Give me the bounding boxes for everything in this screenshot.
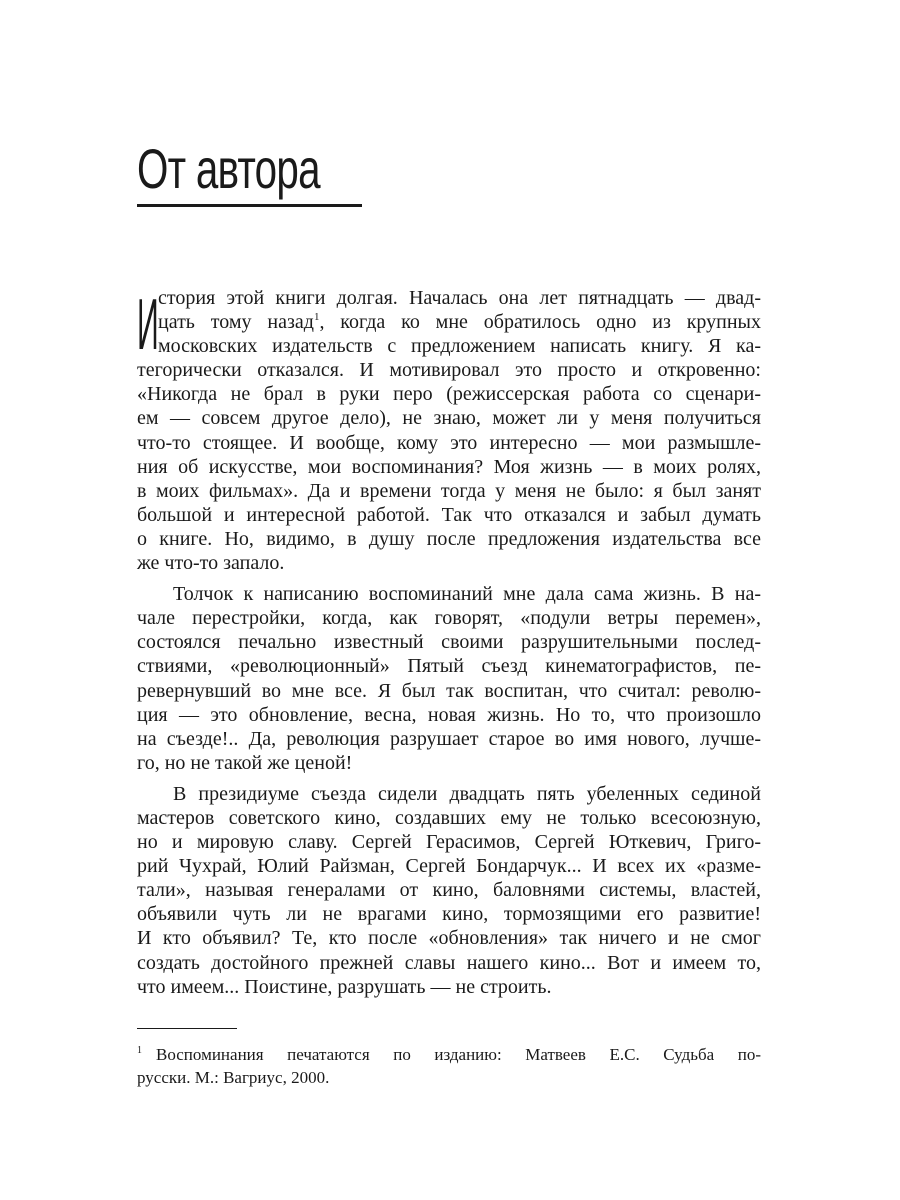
- chapter-title-block: [137, 138, 362, 207]
- paragraph-line: рий Чухрай, Юлий Райзман, Сергей Бондарчук... И всех их «разме-: [137, 855, 761, 878]
- paragraph-line: о книге. Но, видимо, в душу после предложения издательства все: [137, 527, 761, 550]
- footnote-line: русски. М.: Вагриус, 2000.: [137, 1067, 330, 1087]
- chapter-title: От автора: [137, 137, 320, 200]
- footnote: [137, 1040, 761, 1089]
- paragraph-line: «Никогда не брал в руки перо (режиссерская работа со сценари-: [137, 383, 761, 406]
- paragraph-line: большой и интересной работой. Так что отказался и забыл думать: [137, 503, 761, 526]
- paragraph-line: В президиуме съезда сидели двадцать пять убеленных сединой: [173, 782, 761, 805]
- paragraph-line: И кто объявил? Те, кто после «обновления» так ничего и не смог: [137, 927, 761, 950]
- paragraph-line: И стория этой книги долгая. Началась она лет пятнадцать — двад-: [137, 285, 761, 365]
- footnote-reference[interactable]: 1: [313, 311, 320, 324]
- paragraph-line: го, но не такой же ценой!: [137, 751, 353, 774]
- paragraph-line: состоялся печально известный своими разрушительными послед-: [137, 631, 761, 654]
- footnote-divider: [137, 1028, 237, 1029]
- paragraph-line: же что-то запало.: [137, 552, 285, 575]
- paragraph-line: ем — совсем другое дело), не знаю, может ли у меня получиться: [137, 407, 761, 430]
- paragraph-line: ция — это обновление, весна, новая жизнь. Но то, что произошло: [137, 703, 761, 726]
- paragraph-line: объявили чуть ли не врагами кино, тормозящими его развитие!: [137, 903, 761, 926]
- paragraph-2: [137, 582, 761, 775]
- paragraph-line: московских издательств с предложением написать книгу. Я ка-: [158, 335, 761, 358]
- paragraph-line: в моих фильмах». Да и времени тогда у меня не было: я был занят: [137, 479, 761, 502]
- paragraph-line: тегорически отказался. И мотивировал это просто и откровенно:: [137, 359, 761, 382]
- paragraph-line: ревернувший во мне все. Я был так воспитан, что считал: револю-: [137, 679, 761, 702]
- paragraph-line: что-то стоящее. И вообще, кому это интересно — мои размышле-: [137, 431, 761, 454]
- paragraph-line: чале перестройки, когда, как говорят, «подули ветры перемен»,: [137, 607, 761, 630]
- paragraph-line: цать тому назад$^1$, когда ко мне обратилось одно из крупных: [158, 311, 761, 334]
- drop-cap: И: [137, 285, 159, 365]
- paragraph-line: Толчок к написанию воспоминаний мне дала сама жизнь. В на-: [173, 583, 761, 606]
- paragraph-line: мастеров советского кино, создавших ему не только всесоюзную,: [137, 806, 761, 829]
- paragraph-line: создать достойного прежней славы нашего кино... Вот и имеем то,: [137, 951, 761, 974]
- paragraph-line: что имеем... Поистине, разрушать — не строить.: [137, 975, 552, 998]
- paragraph-1: [137, 286, 761, 575]
- body-text: [137, 286, 761, 999]
- paragraph-line: ствиями, «революционный» Пятый съезд кинематографистов, пе-: [137, 655, 761, 678]
- paragraph-3: [137, 782, 761, 999]
- paragraph-line: тали», называя генералами от кино, баловнями системы, властей,: [137, 879, 761, 902]
- paragraph-line: но и мировую славу. Сергей Герасимов, Сергей Юткевич, Григо-: [137, 831, 761, 854]
- paragraph-line: ния об искусстве, мои воспоминания? Моя жизнь — в моих ролях,: [137, 455, 761, 478]
- paragraph-line: на съезде!.. Да, революция разрушает старое во имя нового, лучше-: [137, 727, 761, 750]
- footnote-mark: 1: [137, 1045, 142, 1056]
- footnote-line: $^1$ Воспоминания печатаются по изданию: Матвеев Е.С. Судьба по-: [137, 1045, 761, 1064]
